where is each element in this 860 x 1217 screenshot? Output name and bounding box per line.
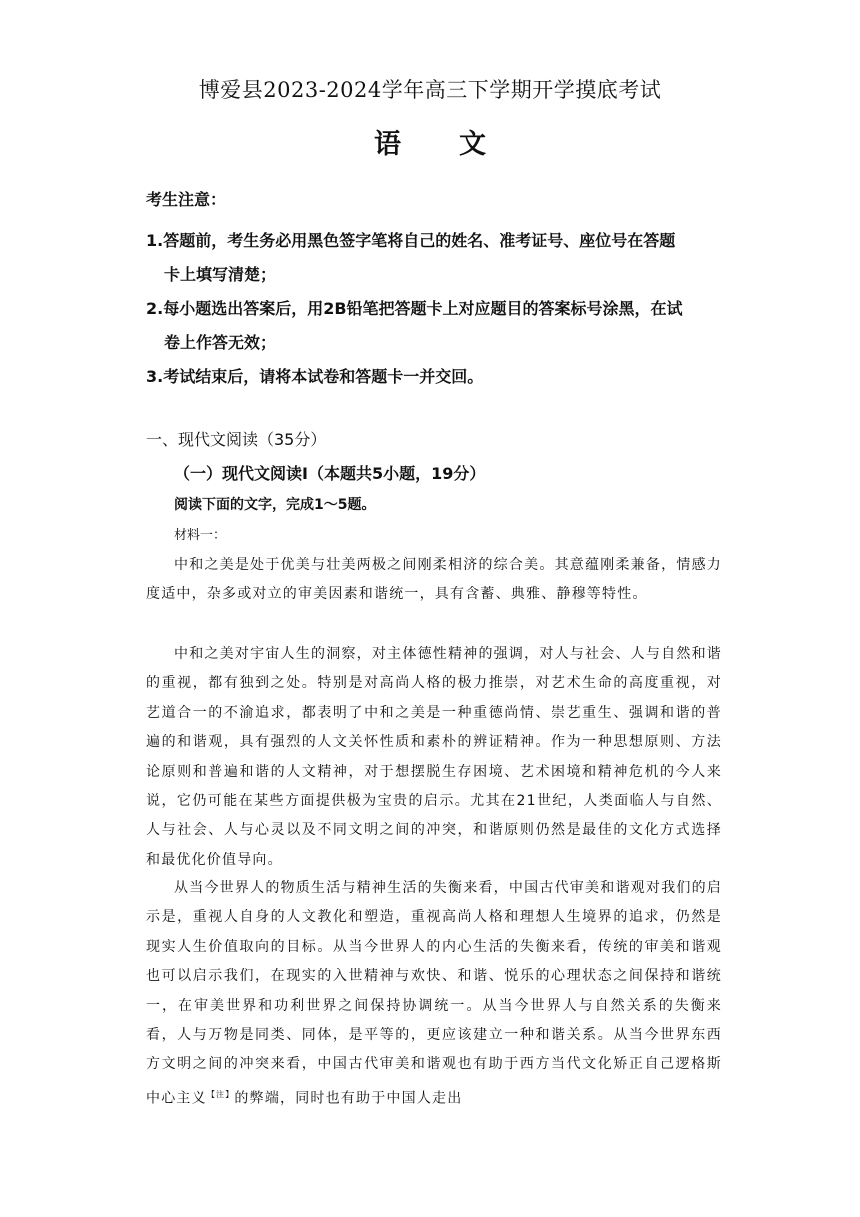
notice-item-3-line-1: 3.考试结束后，请将本试卷和答题卡一并交回。 (146, 367, 484, 386)
notice-item-1-line-2: 卡上填写清楚； (164, 265, 277, 284)
notice-item-1 (146, 224, 736, 292)
exam-title: 博爱县2023-2024学年高三下学期开学摸底考试 (198, 78, 662, 102)
footnote-marker[interactable]: 【注】 (206, 1089, 235, 1099)
subject-char-2: 文 (459, 129, 486, 160)
notice-item-2-line-2: 卷上作答无效； (164, 333, 277, 352)
passage-paragraph-3 (146, 874, 722, 1114)
passage-paragraph-1: 中和之美是处于优美与壮美两极之间刚柔相济的综合美。其意蕴刚柔兼备，情感力度适中，杂多或对立的审美因素和谐统一，具有含蓄、典雅、静穆等特性。 (146, 557, 722, 603)
notice-item-2-line-1: 2.每小题选出答案后，用2B铅笔把答题卡上对应题目的答案标号涂黑，在试 (146, 299, 683, 318)
subject-char-1: 语 (374, 129, 401, 160)
notice-item-2 (146, 292, 736, 360)
notice-item-1-line-1: 1.答题前，考生务必用黑色签字笔将自己的姓名、准考证号、座位号在答题 (146, 231, 676, 250)
passage-paragraph-2: 中和之美对宇宙人生的洞察，对主体德性精神的强调，对人与社会、人与自然和谐的重视，都有独到之处。特别是对高尚人格的极力推崇，对艺术生命的高度重视，对艺道合一的不渝追求，都表明了中和之美是一种重德尚情、崇艺重生、强调和谐的普遍的和谐观，具有强烈的人文关怀性质和素朴的辨证精神。作为一种思想原则、方法论原则和普遍和谐的人文精神，对于想摆脱生存困境、艺术困境和精神危机的今人来说，它仍可能在某些方面提供极为宝贵的启示。尤其在21世纪，人类面临人与自然、人与社会、人与心灵以及不同文明之间的冲突，和谐原则仍然是最佳的文化方式选择和最优化价值导向。 (146, 646, 722, 868)
subject-title (0, 122, 860, 161)
section-title: 一、现代文阅读（35分） (146, 430, 327, 449)
reading-instruction: 阅读下面的文字，完成1～5题。 (174, 497, 376, 513)
notice-item-3 (146, 360, 736, 394)
subsection-title: （一）现代文阅读Ⅰ（本题共5小题，19分） (174, 464, 486, 483)
paragraph-3-text: 从当今世界人的物质生活与精神生活的失衡来看，中国古代审美和谐观对我们的启示是，重视人自身的人文教化和塑造，重视高尚人格和理想人生境界的追求，仍然是现实人生价值取向的目标。从当今世界人的内心生活的失衡来看，传统的审美和谐观也可以启示我们，在现实的入世精神与欢快、和谐、悦乐的心理状态之间保持和谐统一，在审美世界和功利世界之间保持协调统一。从当今世界人与自然关系的失衡来看，人与万物是同类、同体，是平等的，更应该建立一种和谐关系。从当今世界东西方文明之间的冲突来看，中国古代审美和谐观也有助于西方当代文化矫正自己逻格斯中心主义 (146, 880, 722, 1107)
paragraph-3-text-continued: 的弊端，同时也有助于中国人走出 (234, 1090, 463, 1107)
material-label: 材料一： (174, 528, 227, 543)
notice-heading: 考生注意： (146, 190, 227, 209)
